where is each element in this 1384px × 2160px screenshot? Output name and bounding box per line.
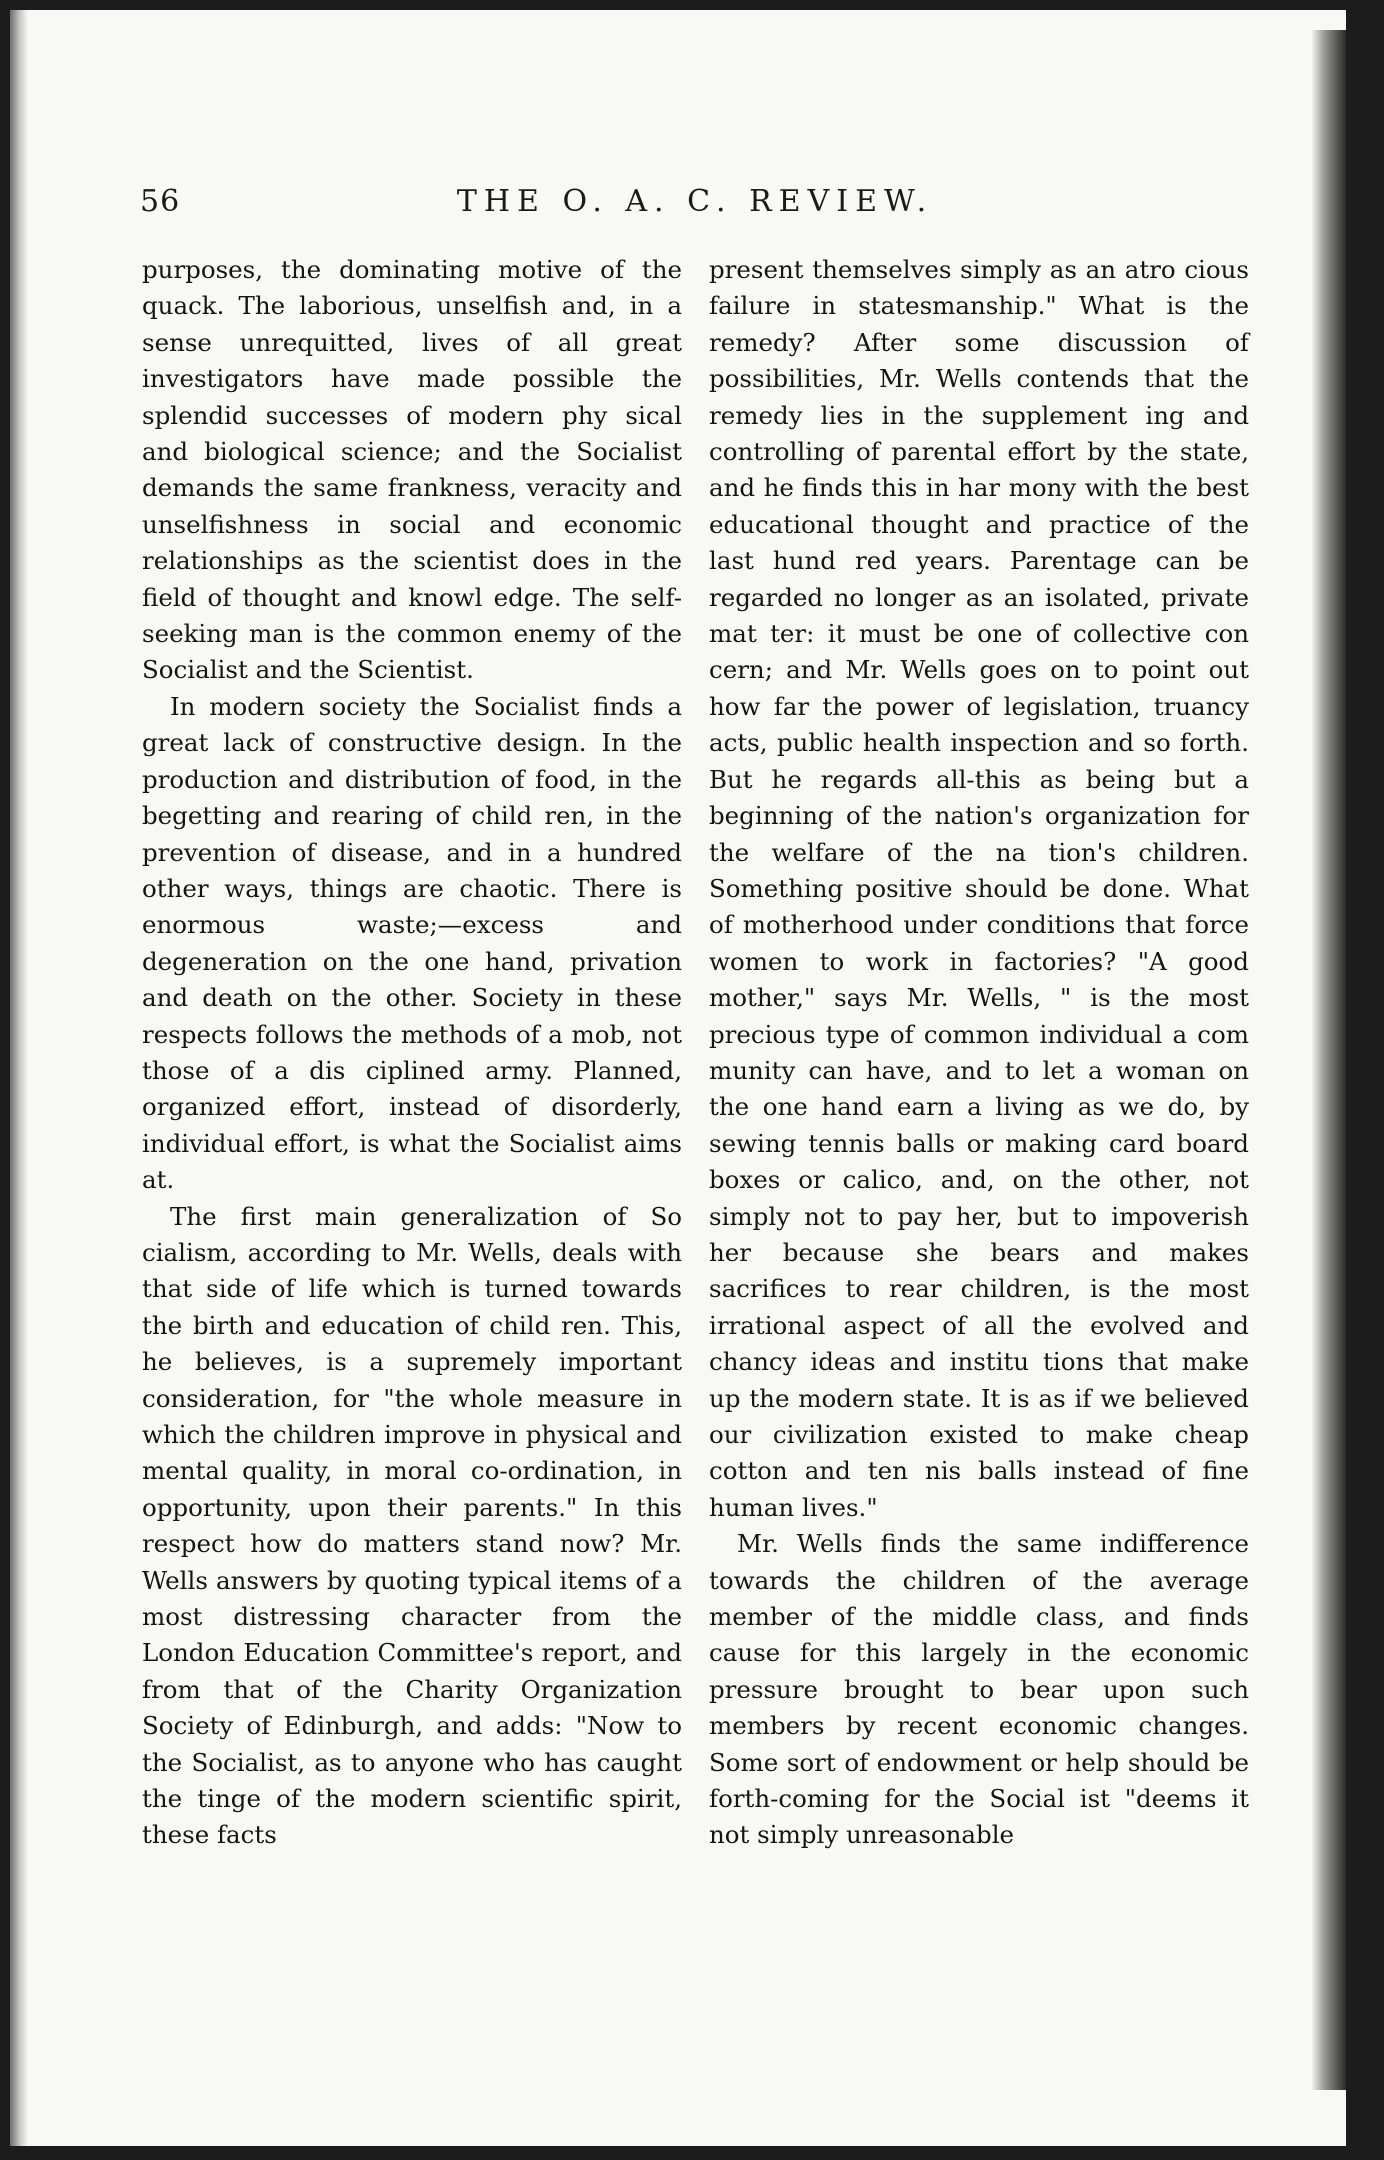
right-column [709, 252, 1249, 1854]
binding-shadow [10, 10, 28, 2146]
running-title: THE O. A. C. REVIEW. [456, 184, 934, 219]
paragraph: The first main generalization of So cialism, according to Mr. Wells, deals with that side of life which is turned towards the birth and education of child ren. This, he believes, is a supremely important consideration, for "the whole measure in which the children improve in physical and mental quality, in moral co-ordination, in opportunity, upon their parents." In this respect how do matters stand now? Mr. Wells answers by quoting typical items of a most distressing character from the London Education Committee's report, and from that of the Charity Organization Society of Edinburgh, and adds: "Now to the Socialist, as to anyone who has caught the tinge of the modern scientific spirit, these facts [142, 1201, 682, 1850]
page-number: 56 [140, 184, 181, 219]
paragraph: purposes, the dominating motive of the quack. The laborious, unselfish and, in a sense unrequitted, lives of all great investigators have made possible the splendid successes of modern phy sical and biological science; and the Socialist demands the same frankness, veracity and unselfishness in social and economic relationships as the scientist does in the field of thought and knowl edge. The self-seeking man is the common enemy of the Socialist and the Scientist. [142, 255, 682, 685]
page-header [140, 184, 1250, 234]
paragraph: present themselves simply as an atro cious failure in statesmanship." What is the remedy? After some discussion of possibilities, Mr. Wells contends that the remedy lies in the supplement ing and controlling of parental effort by the state, and he finds this in har mony with the best educational thought and practice of the last hund red years. Parentage can be regarded no longer as an isolated, private mat ter: it must be one of collective con cern; and Mr. Wells goes on to point out how far the power of legislation, truancy acts, public health inspection and so forth. But he regards all-this as being but a beginning of the nation's organization for the welfare of the na tion's children. Something positive should be done. What of motherhood under conditions that force women to work in factories? "A good mother," says Mr. Wells, " is the most precious type of common individual a com munity can have, and to let a woman on the one hand earn a living as we do, by sewing tennis balls or making card board boxes or calico, and, on the other, not simply not to pay her, but to impoverish her because she bears and makes sacrifices to rear children, is the most irrational aspect of all the evolved and chancy ideas and institu tions that make up the modern state. It is as if we believed our civilization existed to make cheap cotton and ten nis balls instead of fine human lives." [709, 255, 1249, 1522]
scanned-page [10, 10, 1346, 2146]
paragraph: Mr. Wells finds the same indifference towards the children of the average member of the middle class, and finds cause for this largely in the economic pressure brought to bear upon such members by recent economic changes. Some sort of endowment or help should be forth-coming for the Social ist "deems it not simply unreasonable [709, 1529, 1249, 1850]
page-edge-shadow [1312, 30, 1346, 2090]
paragraph: In modern society the Socialist finds a great lack of constructive design. In the production and distribution of food, in the begetting and rearing of child ren, in the prevention of disease, and in a hundred other ways, things are chaotic. There is enormous waste;—excess and degeneration on the one hand, privation and death on the other. Society in these respects follows the methods of a mob, not those of a dis ciplined army. Planned, organized effort, instead of disorderly, individual effort, is what the Socialist aims at. [142, 691, 682, 1195]
left-column [142, 252, 682, 1854]
